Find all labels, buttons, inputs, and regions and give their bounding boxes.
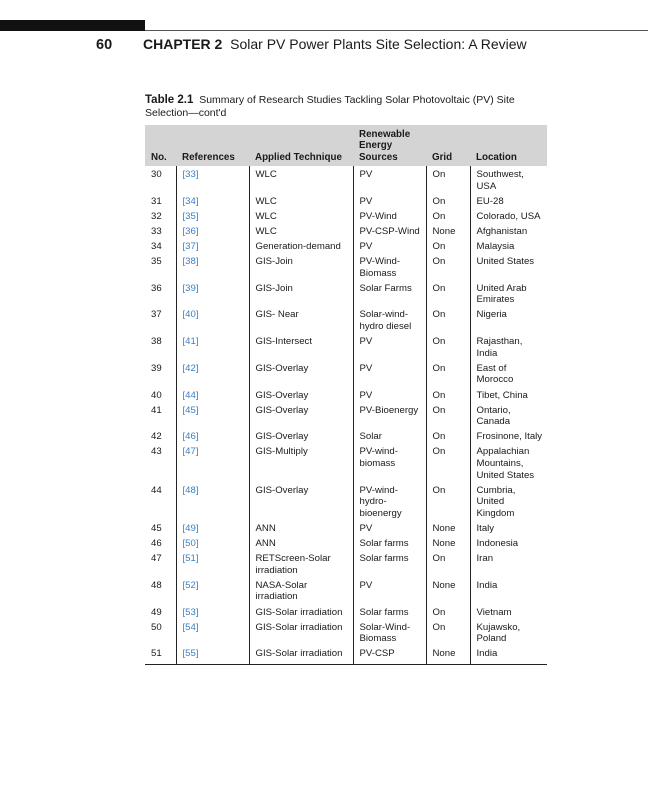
- summary-table: [145, 125, 547, 665]
- applied-technique: GIS-Overlay: [249, 483, 353, 521]
- applied-technique: ANN: [249, 521, 353, 536]
- applied-technique: GIS-Overlay: [249, 361, 353, 388]
- row-number: 34: [151, 240, 162, 252]
- location: Vietnam: [470, 605, 547, 620]
- reference-link[interactable]: [35]: [176, 209, 249, 224]
- grid-status: None: [426, 536, 470, 551]
- applied-technique: GIS-Intersect: [249, 334, 353, 361]
- applied-technique: WLC: [249, 166, 353, 194]
- grid-status: On: [426, 254, 470, 281]
- table-row: [145, 224, 547, 239]
- applied-technique: GIS-Join: [249, 254, 353, 281]
- location: United Arab Emirates: [470, 281, 547, 308]
- table-caption: [145, 94, 545, 120]
- grid-status: On: [426, 361, 470, 388]
- energy-source: Solar farms: [353, 605, 426, 620]
- reference-link[interactable]: [46]: [176, 429, 249, 444]
- applied-technique: GIS-Solar irradiation: [249, 620, 353, 647]
- location: EU-28: [470, 194, 547, 209]
- grid-status: None: [426, 578, 470, 605]
- applied-technique: GIS-Solar irradiation: [249, 605, 353, 620]
- grid-status: On: [426, 194, 470, 209]
- table-row: [145, 429, 547, 444]
- grid-status: On: [426, 483, 470, 521]
- table-caption-text: Summary of Research Studies Tackling Solar Photovoltaic (PV) Site Selection—cont'd: [145, 94, 515, 119]
- reference-link[interactable]: [47]: [176, 444, 249, 482]
- grid-status: On: [426, 334, 470, 361]
- energy-source: PV-CSP-Wind: [353, 224, 426, 239]
- row-number: 49: [151, 606, 162, 618]
- column-header: Location: [470, 125, 547, 166]
- applied-technique: GIS-Solar irradiation: [249, 646, 353, 664]
- reference-link[interactable]: [33]: [176, 166, 249, 194]
- row-number: 38: [151, 336, 162, 348]
- row-number: 42: [151, 431, 162, 443]
- table-row: [145, 578, 547, 605]
- row-number: 51: [145, 646, 176, 664]
- energy-source: Solar farms: [353, 536, 426, 551]
- running-head: [96, 36, 527, 53]
- grid-status: On: [426, 166, 470, 194]
- reference-link[interactable]: [51]: [176, 551, 249, 578]
- reference-link[interactable]: [41]: [176, 334, 249, 361]
- reference-link[interactable]: [50]: [176, 536, 249, 551]
- location: Kujawsko, Poland: [470, 620, 547, 647]
- reference-link[interactable]: [37]: [176, 239, 249, 254]
- energy-source: Solar Farms: [353, 281, 426, 308]
- table-row: [145, 254, 547, 281]
- table-row: [145, 521, 547, 536]
- reference-link[interactable]: [55]: [176, 646, 249, 664]
- energy-source: Solar farms: [353, 551, 426, 578]
- location: Nigeria: [470, 307, 547, 334]
- grid-status: None: [426, 521, 470, 536]
- reference-link[interactable]: [49]: [176, 521, 249, 536]
- reference-link[interactable]: [45]: [176, 403, 249, 430]
- row-number: 32: [151, 210, 162, 222]
- chapter-title: Solar PV Power Plants Site Selection: A Review: [230, 36, 527, 52]
- row-number: 36: [151, 282, 162, 294]
- table-header-row: [145, 125, 547, 166]
- grid-status: On: [426, 444, 470, 482]
- energy-source: PV: [353, 166, 426, 194]
- table-row: [145, 239, 547, 254]
- energy-source: PV: [353, 194, 426, 209]
- reference-link[interactable]: [39]: [176, 281, 249, 308]
- reference-link[interactable]: [40]: [176, 307, 249, 334]
- applied-technique: NASA-Solar irradiation: [249, 578, 353, 605]
- grid-status: On: [426, 403, 470, 430]
- location: East of Morocco: [470, 361, 547, 388]
- table-row: [145, 209, 547, 224]
- energy-source: Solar-wind-hydro diesel: [353, 307, 426, 334]
- row-number: 44: [151, 484, 162, 496]
- table-row: [145, 307, 547, 334]
- reference-link[interactable]: [44]: [176, 388, 249, 403]
- grid-status: None: [426, 646, 470, 664]
- reference-link[interactable]: [34]: [176, 194, 249, 209]
- energy-source: PV-Wind: [353, 209, 426, 224]
- table-row: [145, 361, 547, 388]
- energy-source: PV: [353, 239, 426, 254]
- energy-source: PV: [353, 334, 426, 361]
- table-row: [145, 388, 547, 403]
- column-header: Renewable Energy Sources: [353, 125, 426, 166]
- reference-link[interactable]: [52]: [176, 578, 249, 605]
- row-number: 35: [151, 256, 162, 268]
- table-row: [145, 646, 547, 664]
- row-number: 39: [151, 362, 162, 374]
- row-number: 45: [151, 522, 162, 534]
- location: Malaysia: [470, 239, 547, 254]
- table-row: [145, 166, 547, 194]
- applied-technique: GIS-Multiply: [249, 444, 353, 482]
- applied-technique: WLC: [249, 224, 353, 239]
- applied-technique: RETScreen-Solar irradiation: [249, 551, 353, 578]
- location: Afghanistan: [470, 224, 547, 239]
- energy-source: Solar-Wind-Biomass: [353, 620, 426, 647]
- reference-link[interactable]: [53]: [176, 605, 249, 620]
- applied-technique: GIS-Overlay: [249, 429, 353, 444]
- table-row: [145, 483, 547, 521]
- chapter-label: CHAPTER 2: [143, 36, 223, 52]
- table-row: [145, 403, 547, 430]
- reference-link[interactable]: [38]: [176, 254, 249, 281]
- location: Rajasthan, India: [470, 334, 547, 361]
- applied-technique: ANN: [249, 536, 353, 551]
- location: Tibet, China: [470, 388, 547, 403]
- location: Appalachian Mountains, United States: [470, 444, 547, 482]
- row-number: 50: [151, 621, 162, 633]
- table-row: [145, 444, 547, 482]
- row-number: 47: [151, 553, 162, 565]
- location: Italy: [470, 521, 547, 536]
- grid-status: On: [426, 281, 470, 308]
- table-row: [145, 334, 547, 361]
- column-header: Applied Technique: [249, 125, 353, 166]
- reference-link[interactable]: [48]: [176, 483, 249, 521]
- row-number: 37: [151, 309, 162, 321]
- applied-technique: GIS-Join: [249, 281, 353, 308]
- energy-source: PV-wind-hydro-bioenergy: [353, 483, 426, 521]
- applied-technique: GIS-Overlay: [249, 388, 353, 403]
- energy-source: PV-CSP: [353, 646, 426, 664]
- column-header: References: [176, 125, 249, 166]
- row-number: 43: [151, 446, 162, 458]
- row-number: 41: [151, 404, 162, 416]
- location: United States: [470, 254, 547, 281]
- location: Cumbria, United Kingdom: [470, 483, 547, 521]
- table-label: Table 2.1: [145, 94, 194, 106]
- location: Iran: [470, 551, 547, 578]
- row-number: 33: [151, 225, 162, 237]
- table-row: [145, 194, 547, 209]
- header-rule: [145, 30, 648, 31]
- column-header: Grid: [426, 125, 470, 166]
- grid-status: On: [426, 239, 470, 254]
- location: Ontario, Canada: [470, 403, 547, 430]
- location: India: [470, 578, 547, 605]
- grid-status: On: [426, 388, 470, 403]
- grid-status: None: [426, 224, 470, 239]
- reference-link[interactable]: [36]: [176, 224, 249, 239]
- location: Frosinone, Italy: [470, 429, 547, 444]
- reference-link[interactable]: [54]: [176, 620, 249, 647]
- column-header: No.: [145, 125, 176, 166]
- energy-source: PV: [353, 388, 426, 403]
- energy-source: PV: [353, 578, 426, 605]
- location: India: [470, 646, 547, 664]
- energy-source: PV-Bioenergy: [353, 403, 426, 430]
- energy-source: Solar: [353, 429, 426, 444]
- row-number: 48: [151, 579, 162, 591]
- location: Indonesia: [470, 536, 547, 551]
- table-row: [145, 605, 547, 620]
- table-row: [145, 551, 547, 578]
- grid-status: On: [426, 429, 470, 444]
- table-row: [145, 536, 547, 551]
- energy-source: PV-Wind-Biomass: [353, 254, 426, 281]
- row-number: 46: [151, 538, 162, 550]
- grid-status: On: [426, 605, 470, 620]
- row-number: 31: [151, 195, 162, 207]
- grid-status: On: [426, 209, 470, 224]
- row-number: 40: [151, 389, 162, 401]
- applied-technique: Generation-demand: [249, 239, 353, 254]
- applied-technique: WLC: [249, 209, 353, 224]
- applied-technique: GIS-Overlay: [249, 403, 353, 430]
- energy-source: PV: [353, 361, 426, 388]
- grid-status: On: [426, 307, 470, 334]
- applied-technique: GIS- Near: [249, 307, 353, 334]
- table-row: [145, 620, 547, 647]
- header-bar: [0, 20, 145, 31]
- page-number: 60: [96, 37, 113, 53]
- location: Southwest, USA: [470, 166, 547, 194]
- location: Colorado, USA: [470, 209, 547, 224]
- energy-source: PV-wind-biomass: [353, 444, 426, 482]
- reference-link[interactable]: [42]: [176, 361, 249, 388]
- applied-technique: WLC: [249, 194, 353, 209]
- row-number: 30: [151, 169, 162, 180]
- grid-status: On: [426, 551, 470, 578]
- grid-status: On: [426, 620, 470, 647]
- table-row: [145, 281, 547, 308]
- energy-source: PV: [353, 521, 426, 536]
